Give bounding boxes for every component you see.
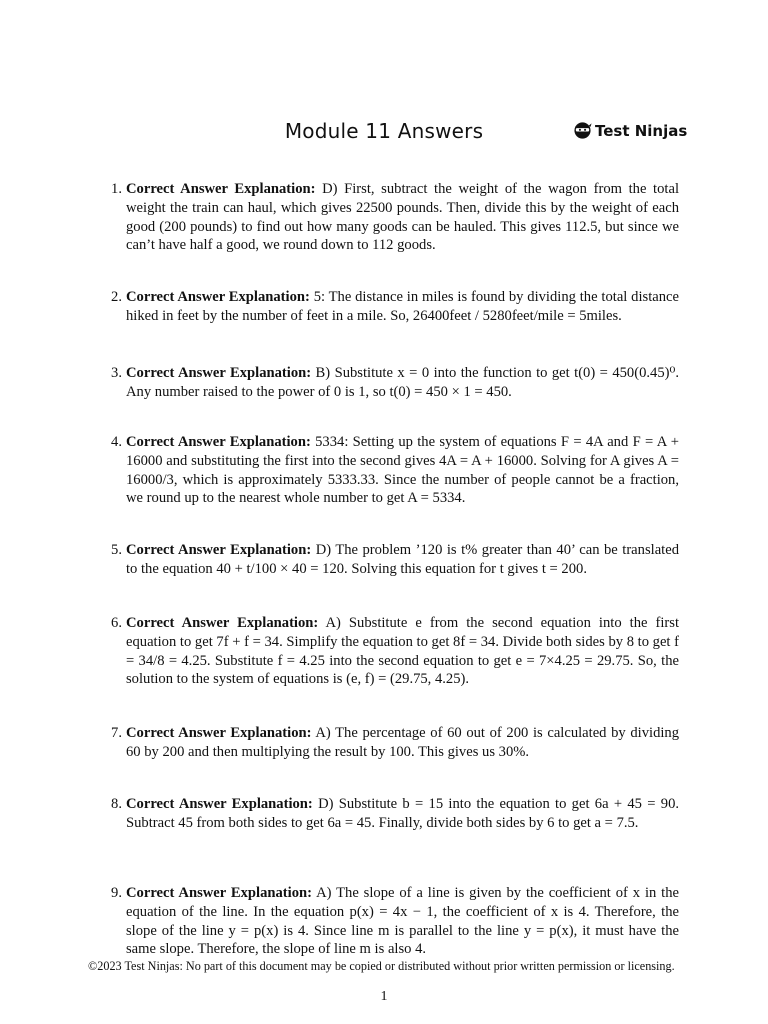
- item-label: Correct Answer Explanation:: [126, 885, 312, 901]
- item-text: 5334: Setting up the system of equations F = 4A and F = A + 16000 and substituting the first into the second gives 4A = A + 16000. Solving for A gives A = 16000/3, which is approximately 5333.33. Since the number of people cannot be a fraction, we round up to the nearest whole number to get A = 5334.: [126, 434, 679, 507]
- item-text: 5: The distance in miles is found by dividing the total distance hiked in feet by the number of feet in a mile. So, 26400feet / 5280feet/mile = 5miles.: [126, 289, 679, 324]
- item-number: 7.: [111, 725, 122, 741]
- answer-item: [104, 288, 679, 326]
- item-label: Correct Answer Explanation:: [126, 796, 313, 812]
- answer-item: [104, 180, 679, 255]
- item-text: A) The percentage of 60 out of 200 is calculated by dividing 60 by 200 and then multiplying the result by 100. This gives us 30%.: [126, 725, 680, 760]
- item-number: 5.: [111, 542, 122, 558]
- item-label: Correct Answer Explanation:: [126, 725, 312, 741]
- answer-item: [104, 364, 679, 402]
- item-text: A) Substitute e from the second equation into the first equation to get 7f + f = 34. Simplify the equation to get 8f = 34. Divide both sides by 8 to get f = 34/8 = 4.25. Substitute f = 4.25 into the second equation to get e = 7×4.25 = 29.75. So, the solution to the system of equations is (e, f) = (29.75, 4.25).: [126, 615, 680, 688]
- item-number: 6.: [111, 615, 122, 631]
- copyright-notice: ©2023 Test Ninjas: No part of this document may be copied or distributed without prior written permission or licensing.: [88, 959, 675, 973]
- item-text: B) Substitute x = 0 into the function to get t(0) = 450(0.45)⁰. Any number raised to the power of 0 is 1, so t(0) = 450 × 1 = 450.: [126, 365, 679, 400]
- page-title: Module 11 Answers: [284, 119, 484, 143]
- item-label: Correct Answer Explanation:: [126, 542, 312, 558]
- item-label: Correct Answer Explanation:: [126, 181, 316, 197]
- page-number: 1: [380, 989, 388, 1004]
- brand-name: Test Ninjas: [595, 121, 688, 140]
- item-number: 3.: [111, 365, 122, 381]
- item-number: 1.: [111, 181, 122, 197]
- item-number: 9.: [111, 885, 122, 901]
- item-label: Correct Answer Explanation:: [126, 615, 319, 631]
- item-text: A) The slope of a line is given by the coefficient of x in the equation of the line. In the equation p(x) = 4x − 1, the coefficient of x is 4. Therefore, the slope of the line y = p(x) is 4. Since line m is parallel to the line y = p(x), it must have the same slope. Therefore, the slope of line m is also 4.: [126, 885, 680, 958]
- brand-logo: [573, 121, 687, 140]
- answer-item: [104, 433, 679, 508]
- item-label: Correct Answer Explanation:: [126, 365, 312, 381]
- item-number: 8.: [111, 796, 122, 812]
- answer-item: [104, 884, 679, 959]
- item-number: 4.: [111, 434, 122, 450]
- answer-item: [104, 614, 679, 689]
- item-text: D) First, subtract the weight of the wagon from the total weight the train can haul, which gives 22500 pounds. Then, divide this by the weight of each good (200 pounds) to find out how many goods can be hauled. This gives 112.5, but since we can’t have half a good, we round down to 112 goods.: [126, 181, 679, 254]
- item-text: D) Substitute b = 15 into the equation to get 6a + 45 = 90. Subtract 45 from both sides to get 6a = 45. Finally, divide both sides by 6 to get a = 7.5.: [126, 796, 680, 831]
- item-label: Correct Answer Explanation:: [126, 434, 311, 450]
- ninja-icon: [573, 121, 592, 140]
- item-number: 2.: [111, 289, 122, 305]
- answer-item: [104, 795, 679, 833]
- item-label: Correct Answer Explanation:: [126, 289, 310, 305]
- answer-item: [104, 541, 679, 579]
- answer-item: [104, 724, 679, 762]
- item-text: D) The problem ’120 is t% greater than 40’ can be translated to the equation 40 + t/100 × 40 = 120. Solving this equation for t gives t = 200.: [126, 542, 679, 577]
